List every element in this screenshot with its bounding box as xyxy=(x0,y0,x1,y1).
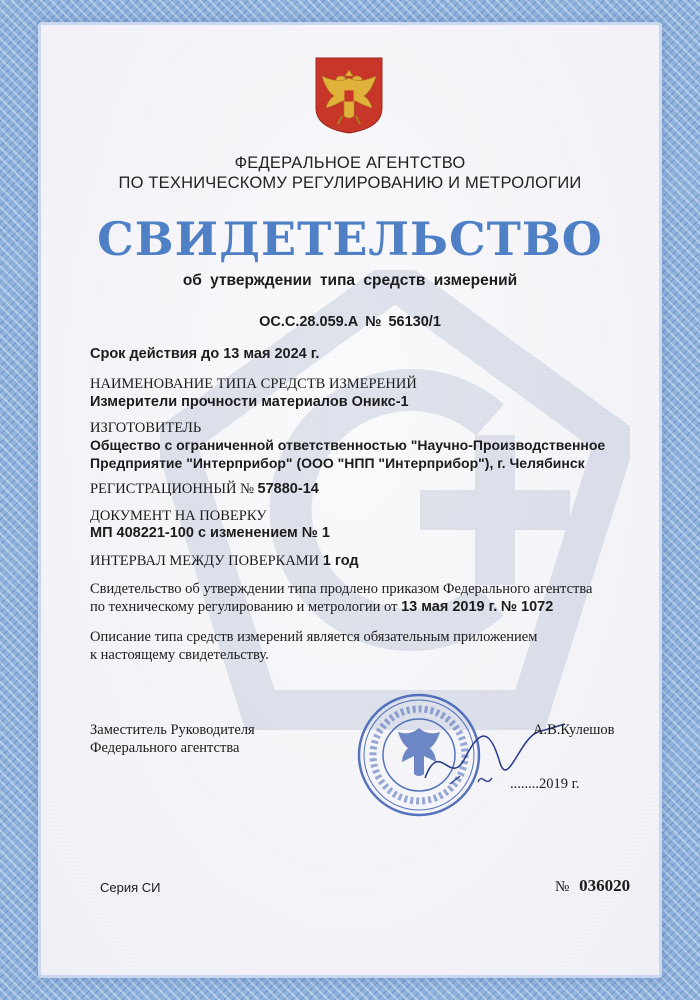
certificate-no-sign: № xyxy=(365,314,382,330)
interval-value: 1 год xyxy=(322,553,359,569)
registration-label: РЕГИСТРАЦИОННЫЙ № xyxy=(90,481,254,497)
validity-row xyxy=(90,346,319,362)
manufacturer-line1: Общество с ограниченной ответственностью "Научно-Производственное xyxy=(90,437,606,453)
serial-number-value: 036020 xyxy=(579,876,631,895)
extension-date: 13 мая 2019 г. xyxy=(401,599,498,615)
serial-number xyxy=(555,876,630,896)
agency-name-line1: ФЕДЕРАЛЬНОЕ АГЕНТСТВО xyxy=(234,154,466,172)
serial-no-sign: № xyxy=(555,879,570,895)
series-label: Серия СИ xyxy=(100,880,161,895)
extension-paragraph xyxy=(90,580,618,616)
type-name-label: НАИМЕНОВАНИЕ ТИПА СРЕДСТВ ИЗМЕРЕНИЙ xyxy=(90,376,417,392)
certificate-number xyxy=(0,314,700,330)
signatory-name: А.В.Кулешов xyxy=(533,722,615,738)
agency-name-line2: ПО ТЕХНИЧЕСКОМУ РЕГУЛИРОВАНИЮ И МЕТРОЛОГИИ xyxy=(118,174,582,192)
document-title: СВИДЕТЕЛЬСТВО xyxy=(97,212,603,266)
certificate-prefix: ОС.С.28.059.А xyxy=(259,314,359,330)
interval-row xyxy=(90,553,359,570)
extension-line2 xyxy=(90,598,618,616)
manufacturer-line2: Предприятие "Интерприбор" (ООО "НПП "Интерприбор"), г. Челябинск xyxy=(90,455,585,471)
certificate-number-value: 56130/1 xyxy=(388,314,441,330)
signatory-position-line2: Федерального агентства xyxy=(90,740,240,756)
verification-doc-value: МП 408221-100 с изменением № 1 xyxy=(90,525,330,541)
description-line2: к настоящему свидетельству. xyxy=(90,647,269,663)
document-subtitle: об утверждении типа средств измерений xyxy=(182,272,518,289)
registration-value: 57880-14 xyxy=(257,481,319,497)
validity-label: Срок действия до xyxy=(90,346,220,362)
registration-row xyxy=(90,481,319,498)
extension-line1: Свидетельство об утверждении типа продлено приказом Федерального агентства xyxy=(90,581,593,597)
manufacturer-label: ИЗГОТОВИТЕЛЬ xyxy=(90,420,202,436)
description-paragraph xyxy=(90,628,618,664)
extension-line2-text: по техническому регулированию и метрологии от xyxy=(90,599,398,615)
signatory-position-line1: Заместитель Руководителя xyxy=(90,722,255,738)
description-line1: Описание типа средств измерений является обязательным приложением xyxy=(90,629,538,645)
verification-doc-label: ДОКУМЕНТ НА ПОВЕРКУ xyxy=(90,508,267,524)
signature-date-line: ........2019 г. xyxy=(510,776,580,792)
validity-value: 13 мая 2024 г. xyxy=(223,346,320,362)
interval-label: ИНТЕРВАЛ МЕЖДУ ПОВЕРКАМИ xyxy=(90,553,320,569)
type-name-value: Измерители прочности материалов Оникс-1 xyxy=(90,394,409,410)
extension-order-no: № 1072 xyxy=(500,599,554,615)
russian-coat-of-arms-icon xyxy=(314,56,384,134)
